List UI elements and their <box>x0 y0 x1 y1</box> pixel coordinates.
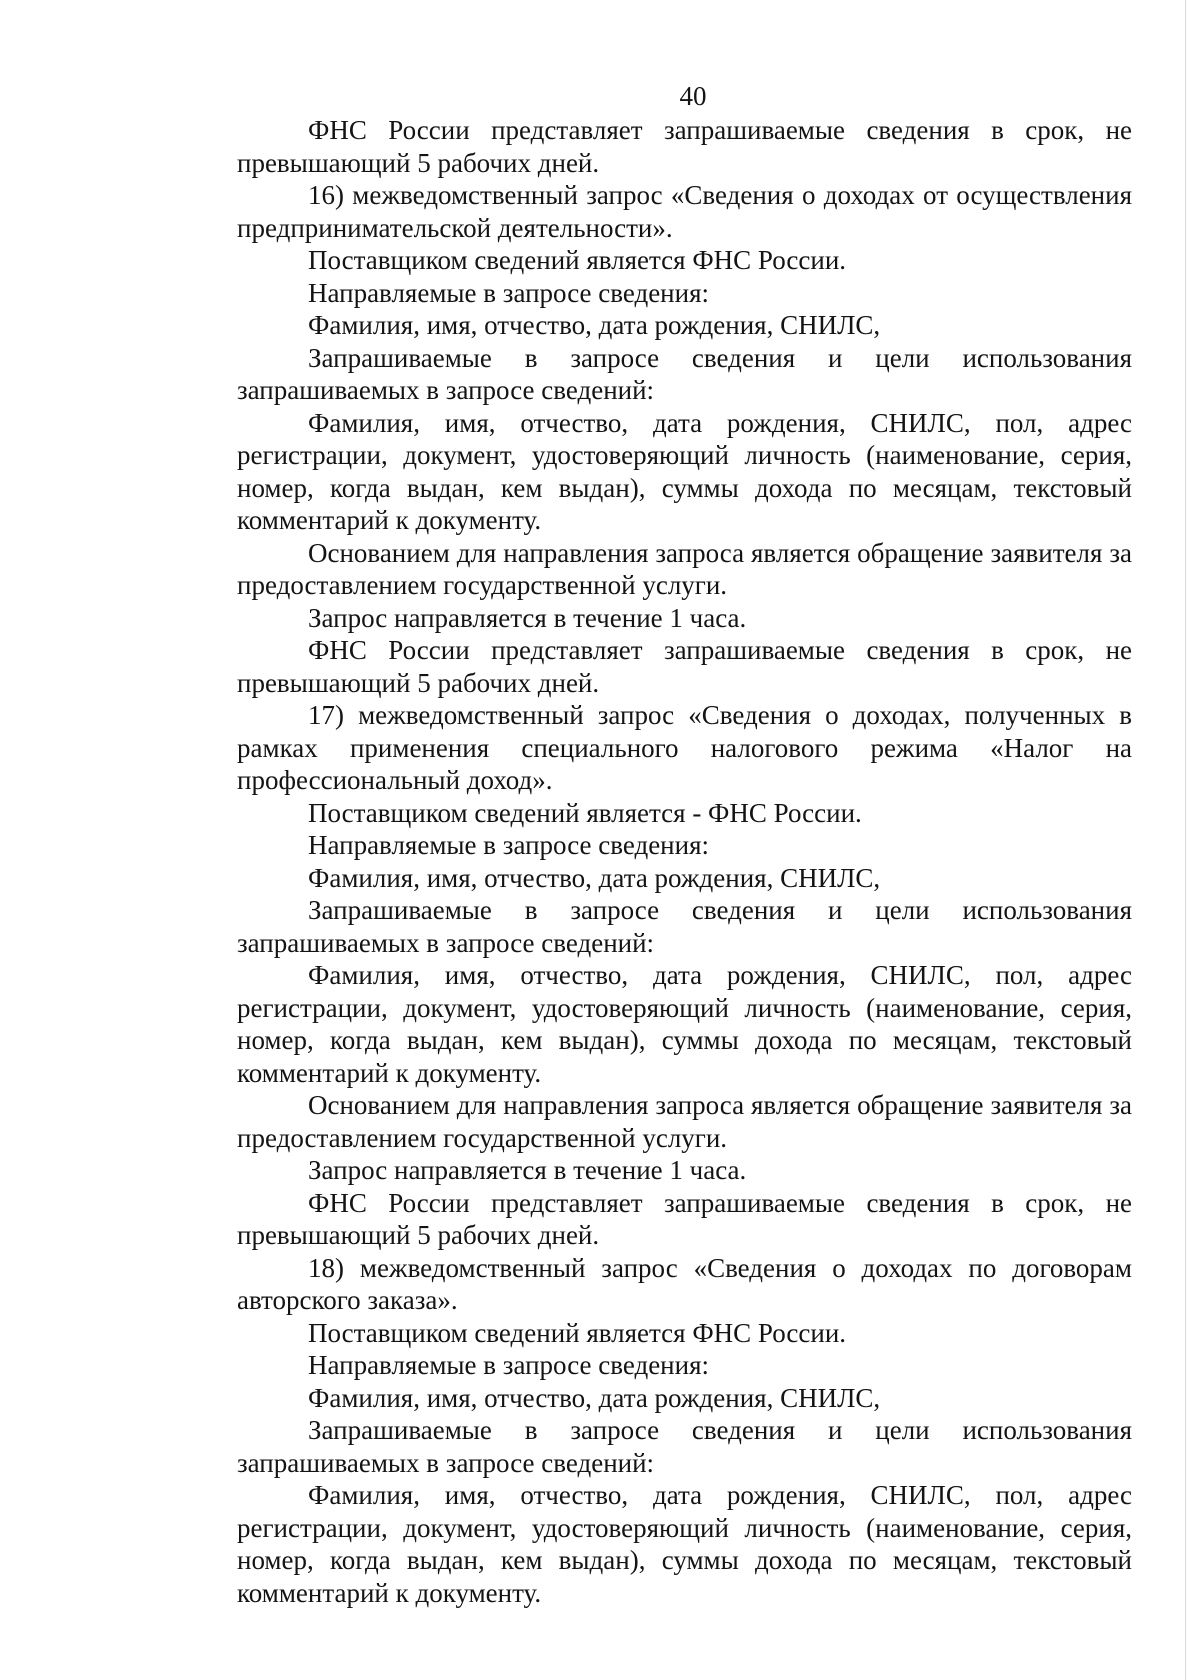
paragraph: Запрашиваемые в запросе сведения и цели использования запрашиваемых в запросе сведений: <box>237 342 1132 405</box>
paragraph: Основанием для направления запроса является обращение заявителя за предоставлением государственной услуги. <box>237 1090 1132 1153</box>
paragraph: Фамилия, имя, отчество, дата рождения, СНИЛС, пол, адрес регистрации, документ, удостоверяющий личность (наименование, серия, номер, когда выдан, кем выдан), суммы дохода по месяцам, текстовый комментарий к документу. <box>237 960 1132 1088</box>
document-body <box>237 114 1132 1609</box>
paragraph: Фамилия, имя, отчество, дата рождения, СНИЛС, пол, адрес регистрации, документ, удостоверяющий личность (наименование, серия, номер, когда выдан, кем выдан), суммы дохода по месяцам, текстовый комментарий к документу. <box>237 1480 1132 1608</box>
paragraph: ФНС России представляет запрашиваемые сведения в срок, не превышающий 5 рабочих дней. <box>237 1187 1132 1250</box>
paragraph: Запрашиваемые в запросе сведения и цели использования запрашиваемых в запросе сведений: <box>237 1415 1132 1478</box>
paragraph: Направляемые в запросе сведения: <box>308 830 709 860</box>
paragraph: Фамилия, имя, отчество, дата рождения, СНИЛС, пол, адрес регистрации, документ, удостоверяющий личность (наименование, серия, номер, когда выдан, кем выдан), суммы дохода по месяцам, текстовый комментарий к документу. <box>237 407 1132 535</box>
paragraph-item-17-heading: 17) межведомственный запрос «Сведения о доходах, полученных в рамках применения специального налогового режима «Налог на профессиональный доход». <box>237 700 1132 795</box>
paragraph: Фамилия, имя, отчество, дата рождения, СНИЛС, <box>308 862 881 893</box>
page-number: 40 <box>679 81 707 111</box>
paragraph: Фамилия, имя, отчество, дата рождения, СНИЛС, <box>308 310 881 340</box>
paragraph: Поставщиком сведений является ФНС России. <box>308 245 847 275</box>
paragraph: Направляемые в запросе сведения: <box>308 277 709 308</box>
paragraph: ФНС России представляет запрашиваемые сведения в срок, не превышающий 5 рабочих дней. <box>237 115 1132 178</box>
paragraph-item-18-heading: 18) межведомственный запрос «Сведения о доходах по договорам авторского заказа». <box>237 1252 1132 1315</box>
paragraph: Запрашиваемые в запросе сведения и цели использования запрашиваемых в запросе сведений: <box>237 895 1132 958</box>
paragraph: Поставщиком сведений является - ФНС России. <box>308 797 862 828</box>
paragraph: Основанием для направления запроса является обращение заявителя за предоставлением государственной услуги. <box>237 537 1132 600</box>
scan-edge-line <box>1185 0 1186 1680</box>
paragraph: Направляемые в запросе сведения: <box>308 1350 709 1380</box>
paragraph: ФНС России представляет запрашиваемые сведения в срок, не превышающий 5 рабочих дней. <box>237 635 1132 698</box>
paragraph: Запрос направляется в течение 1 часа. <box>308 1155 747 1185</box>
paragraph-item-16-heading: 16) межведомственный запрос «Сведения о доходах от осуществления предпринимательской деятельности». <box>237 180 1132 243</box>
paragraph: Поставщиком сведений является ФНС России. <box>308 1317 847 1348</box>
paragraph: Фамилия, имя, отчество, дата рождения, СНИЛС, <box>308 1382 881 1413</box>
paragraph: Запрос направляется в течение 1 часа. <box>308 602 747 633</box>
